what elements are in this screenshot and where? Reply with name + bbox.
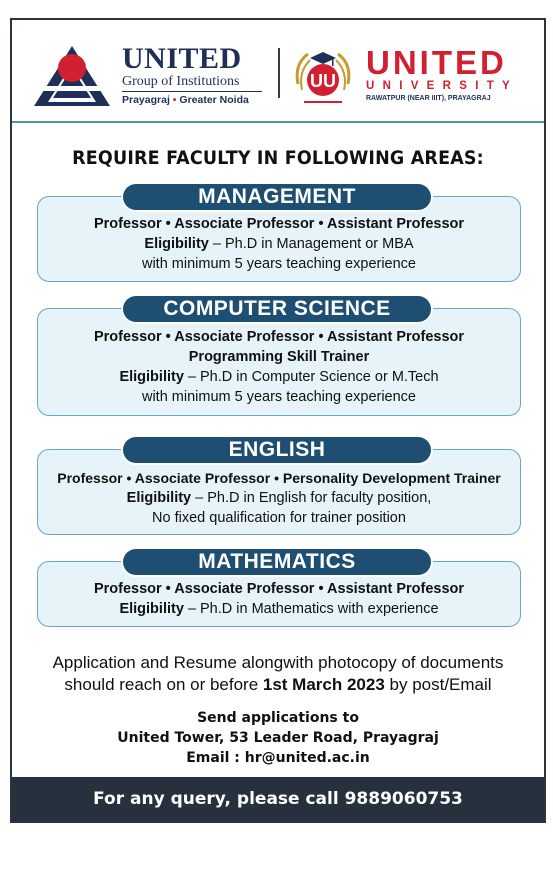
- eligibility: [38, 367, 520, 387]
- section-title: COMPUTER SCIENCE: [123, 296, 431, 322]
- eligibility-text: – Ph.D in Management or MBA: [208, 236, 414, 252]
- eligibility-text: – Ph.D in Mathematics with experience: [183, 601, 439, 617]
- united-group-locations: [122, 94, 262, 106]
- email-address[interactable]: Email : hr@united.ac.in: [186, 750, 370, 766]
- positions: Professor • Associate Professor • Assistant Professor: [93, 216, 465, 232]
- united-university-location: RAWATPUR (NEAR IIIT), PRAYAGRAJ: [366, 95, 491, 102]
- section-title: ENGLISH: [123, 437, 431, 463]
- section-computer-science: [37, 296, 521, 418]
- header-divider: [278, 48, 280, 98]
- application-line-1: Application and Resume alongwith photocopy of documents: [52, 653, 504, 672]
- application-line-2: [12, 674, 544, 696]
- eligibility-text: – Ph.D in Computer Science or M.Tech: [183, 369, 439, 385]
- deadline: 1st March 2023: [262, 675, 385, 694]
- send-heading: Send applications to: [197, 710, 359, 726]
- positions: Professor • Associate Professor • Assistant Professor: [93, 329, 465, 345]
- united-university-name: [366, 46, 536, 102]
- united-university-title: UNITED: [366, 44, 507, 81]
- job-advertisement: [10, 18, 546, 823]
- united-group-name: [122, 44, 262, 106]
- eligibility-text: – Ph.D in English for faculty position,: [191, 490, 432, 506]
- application-instructions: [12, 652, 544, 696]
- section-management: [37, 184, 521, 284]
- mailing-address: United Tower, 53 Leader Road, Prayagraj: [117, 730, 439, 746]
- svg-text:UU: UU: [310, 71, 336, 91]
- united-university-emblem-icon: [290, 44, 356, 110]
- united-group-title: UNITED: [122, 42, 242, 75]
- send-applications: [12, 708, 544, 768]
- eligibility-note: with minimum 5 years teaching experience: [141, 256, 416, 272]
- location-prayagraj: Prayagraj: [122, 94, 170, 106]
- application-text-a: should reach on or before: [64, 675, 263, 694]
- eligibility-note: with minimum 5 years teaching experience: [141, 389, 416, 405]
- section-mathematics: [37, 549, 521, 629]
- eligibility: [38, 488, 520, 508]
- section-box: [37, 308, 521, 416]
- positions: Professor • Associate Professor • Assistant Professor: [93, 581, 465, 597]
- united-group-logo-icon: [34, 46, 110, 106]
- location-separator: •: [172, 94, 177, 106]
- united-group-subtitle: Group of Institutions: [122, 74, 262, 92]
- eligibility-label: Eligibility: [144, 236, 209, 252]
- eligibility-label: Eligibility: [119, 601, 184, 617]
- section-english: [37, 437, 521, 537]
- eligibility: [38, 234, 520, 254]
- positions: Professor • Associate Professor • Personality Development Trainer: [57, 470, 501, 486]
- united-university-subtitle: UNIVERSITY: [366, 80, 519, 92]
- location-greater-noida: Greater Noida: [179, 94, 249, 106]
- eligibility-label: Eligibility: [126, 490, 192, 506]
- extra-position: Programming Skill Trainer: [188, 349, 370, 365]
- section-title: MATHEMATICS: [123, 549, 431, 575]
- application-text-b: by post/Email: [384, 675, 492, 694]
- query-footer: For any query, please call 9889060753: [12, 777, 544, 821]
- eligibility-label: Eligibility: [119, 369, 184, 385]
- eligibility-note: No fixed qualification for trainer position: [152, 510, 406, 526]
- section-title: MANAGEMENT: [123, 184, 431, 210]
- header: [12, 20, 544, 123]
- eligibility: [38, 599, 520, 619]
- headline: REQUIRE FACULTY IN FOLLOWING AREAS:: [72, 147, 484, 169]
